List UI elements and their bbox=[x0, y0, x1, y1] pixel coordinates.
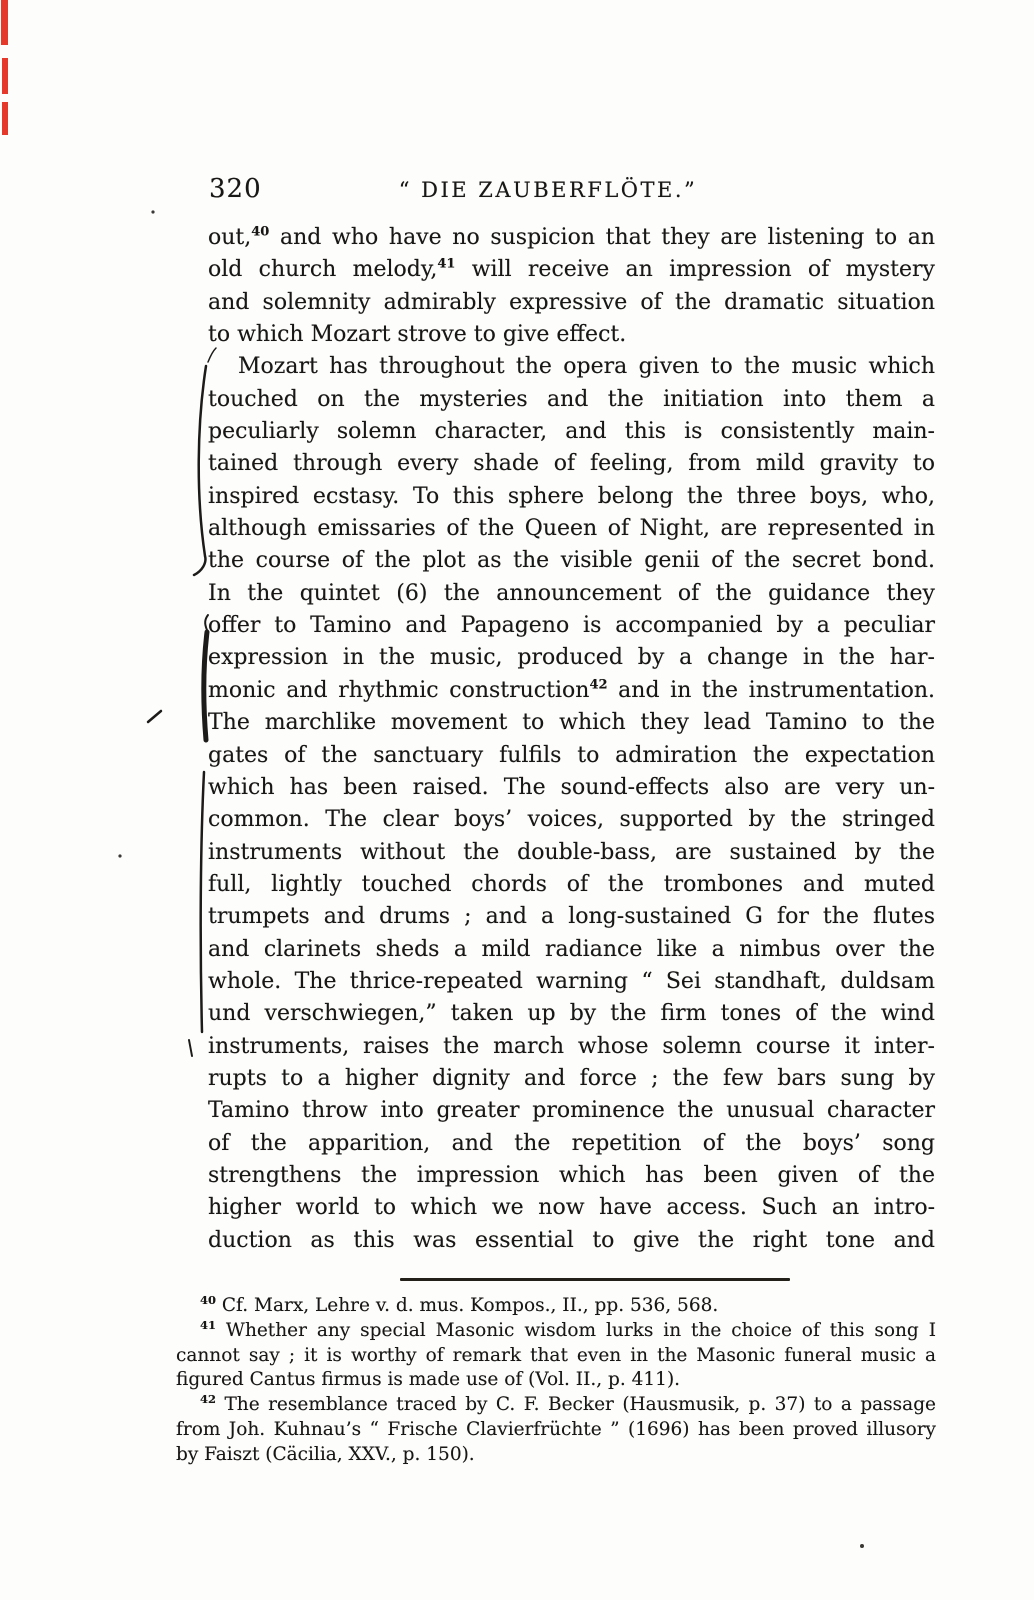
text-line: touched on the mysteries and the initiation into them a bbox=[208, 386, 935, 412]
footnote-line: cannot say ; it is worthy of remark that even in the Masonic funeral music a bbox=[176, 1344, 936, 1366]
text-line: full, lightly touched chords of the trombones and muted bbox=[208, 871, 935, 897]
text-line: und verschwiegen,” taken up by the firm tones of the wind bbox=[208, 1001, 935, 1027]
footnote-marker: 41 bbox=[200, 1317, 217, 1332]
text-line: and solemnity admirably expressive of the dramatic situation bbox=[208, 289, 935, 315]
footnote-ref-41: 41 bbox=[437, 257, 456, 273]
text-line: tained through every shade of feeling, from mild gravity to bbox=[208, 451, 935, 477]
footnote-ref-42: 42 bbox=[589, 677, 608, 693]
margin-pen-marks bbox=[148, 348, 216, 1056]
body-text bbox=[208, 222, 935, 1257]
text-line: Tamino throw into greater prominence the unusual character bbox=[208, 1098, 935, 1124]
text-line: trumpets and drums ; and a long-sustained G for the flutes bbox=[208, 904, 935, 930]
footnote-line: $^{42}$ The resemblance traced by C. F. Becker (Hausmusik, p. 37) to a passage bbox=[200, 1392, 936, 1416]
text-line: The marchlike movement to which they lead Tamino to the bbox=[208, 710, 935, 736]
text-line: although emissaries of the Queen of Night, are represented in bbox=[208, 516, 935, 542]
text-line: to which Mozart strove to give effect. bbox=[208, 322, 627, 348]
footnote-line: from Joh. Kuhnau’s “ Frische Clavierfrüchte ” (1696) has been proved illusory bbox=[176, 1418, 936, 1440]
text-line: In the quintet (6) the announcement of the guidance they bbox=[208, 580, 935, 606]
text-line: rupts to a higher dignity and force ; the few bars sung by bbox=[208, 1065, 935, 1091]
text-line: higher world to which we now have access. Such an intro- bbox=[208, 1195, 935, 1221]
running-title: “ DIE ZAUBERFLÖTE.” bbox=[398, 178, 698, 202]
text-line: duction as this was essential to give the right tone and bbox=[208, 1227, 935, 1253]
footnote-line: $^{40}$ Cf. Marx, Lehre v. d. mus. Kompos., II., pp. 536, 568. bbox=[200, 1292, 719, 1316]
footnote-separator bbox=[400, 1278, 790, 1281]
text-line: expression in the music, produced by a change in the har- bbox=[208, 645, 935, 671]
text-line: instruments, raises the march whose solemn course it inter- bbox=[208, 1033, 935, 1059]
footnote-marker: 40 bbox=[200, 1292, 217, 1307]
footnote-line: $^{41}$ Whether any special Masonic wisdom lurks in the choice of this song I bbox=[200, 1317, 936, 1341]
text-line: of the apparition, and the repetition of the boys’ song bbox=[208, 1130, 935, 1156]
footnote-line: by Faiszt (Cäcilia, XXV., p. 150). bbox=[176, 1443, 475, 1465]
text-line: peculiarly solemn character, and this is consistently main- bbox=[208, 419, 935, 445]
text-line: offer to Tamino and Papageno is accompanied by a peculiar bbox=[208, 613, 935, 639]
footnote-line: figured Cantus firmus is made use of (Vol. II., p. 411). bbox=[176, 1369, 681, 1391]
text-line: Mozart has throughout the opera given to the music which bbox=[238, 354, 935, 380]
text-line: common. The clear boys’ voices, supported by the stringed bbox=[208, 807, 935, 833]
text-line: and clarinets sheds a mild radiance like a nimbus over the bbox=[208, 936, 935, 962]
text-line: old church melody,$^{41}$ will receive an impression of mystery bbox=[208, 257, 935, 283]
text-line: inspired ecstasy. To this sphere belong the three boys, who, bbox=[208, 483, 935, 509]
text-line: instruments without the double-bass, are sustained by the bbox=[208, 839, 935, 865]
text-line: which has been raised. The sound-effects also are very un- bbox=[208, 774, 935, 800]
page-number: 320 bbox=[209, 174, 262, 204]
red-edge-marks bbox=[1, 0, 8, 135]
text-line: the course of the plot as the visible genii of the secret bond. bbox=[208, 548, 935, 574]
text-line: out,$^{40}$ and who have no suspicion that they are listening to an bbox=[208, 224, 935, 250]
text-line: monic and rhythmic construction$^{42}$ and in the instrumentation. bbox=[208, 677, 935, 703]
text-line: gates of the sanctuary fulfils to admiration the expectation bbox=[208, 742, 935, 768]
footnote-ref-40: 40 bbox=[251, 224, 270, 240]
footnotes-section bbox=[176, 1294, 936, 1468]
text-line: whole. The thrice-repeated warning “ Sei standhaft, duldsam bbox=[208, 968, 935, 994]
footnote-marker: 42 bbox=[200, 1392, 217, 1407]
text-line: strengthens the impression which has been given of the bbox=[208, 1162, 935, 1188]
